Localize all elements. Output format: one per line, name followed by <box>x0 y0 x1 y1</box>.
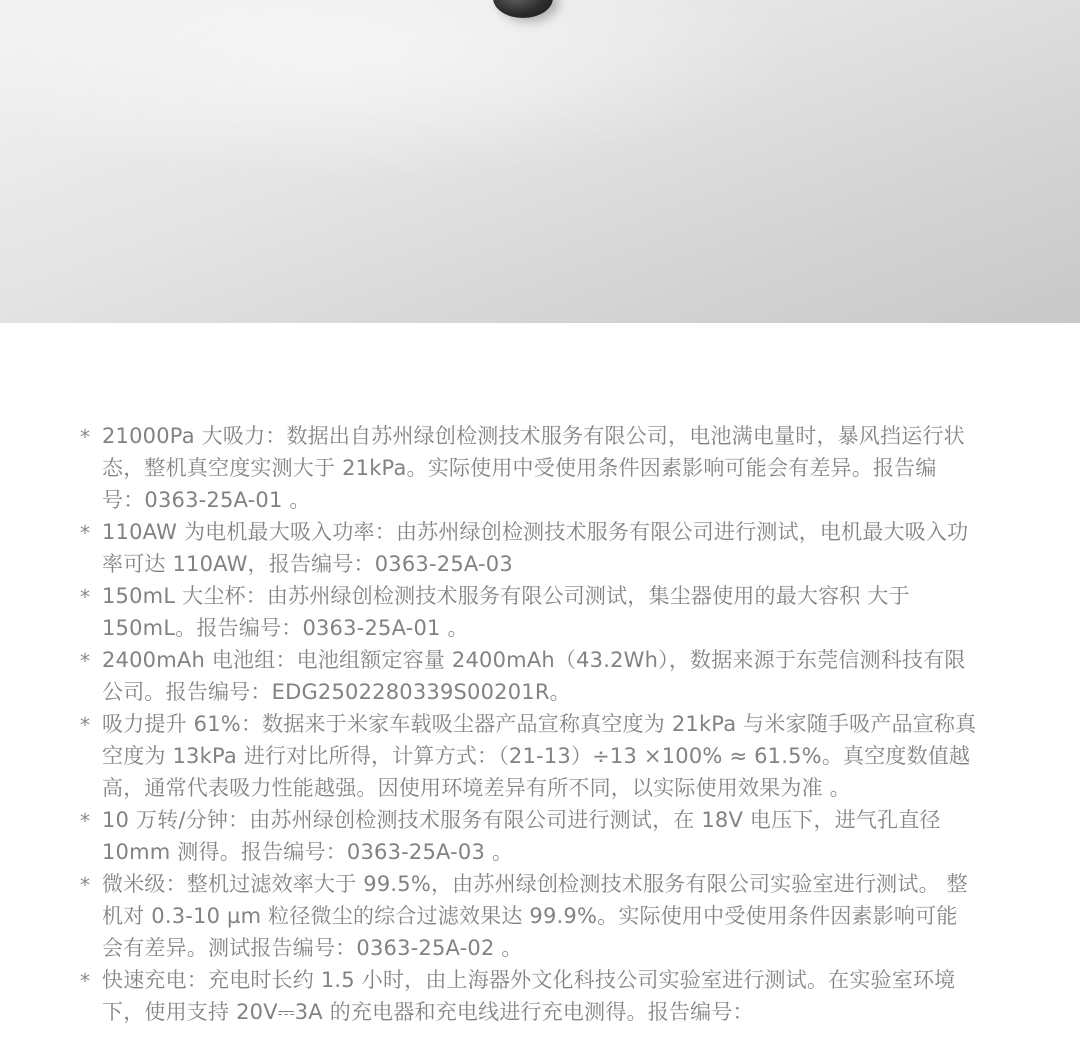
hero-highlight <box>0 0 800 180</box>
bullet-asterisk-icon: * <box>80 425 91 449</box>
footnote-text: 21000Pa 大吸力：数据出自苏州绿创检测技术服务有限公司，电池满电量时，暴风挡运行状态，整机真空度实测大于 21kPa。实际使用中受使用条件因素影响可能会有差异。报告编号：0363-25A-01 。 <box>102 424 965 512</box>
product-hero-image <box>0 0 1080 323</box>
footnote-text: 吸力提升 61%：数据来于米家车载吸尘器产品宣称真空度为 21kPa 与米家随手吸产品宣称真空度为 13kPa 进行对比所得，计算方式：（21-13）÷13 ×100% ≈ 61.5%。真空度数值越高，通常代表吸力性能越强。因使用环境差异有所不同，以实际使用效果为准 。 <box>102 712 977 800</box>
bullet-asterisk-icon: * <box>80 809 91 833</box>
footnote-item <box>78 644 978 708</box>
bullet-asterisk-icon: * <box>80 873 91 897</box>
bullet-asterisk-icon: * <box>80 969 91 993</box>
footnote-text: 110AW 为电机最大吸入功率：由苏州绿创检测技术服务有限公司进行测试，电机最大吸入功率可达 110AW，报告编号：0363-25A-03 <box>102 520 969 576</box>
footnote-text: 150mL 大尘杯：由苏州绿创检测技术服务有限公司测试，集尘器使用的最大容积 大于 150mL。报告编号：0363-25A-01 。 <box>102 584 910 640</box>
bullet-asterisk-icon: * <box>80 713 91 737</box>
bullet-asterisk-icon: * <box>80 649 91 673</box>
footnote-item <box>78 964 978 1028</box>
bullet-asterisk-icon: * <box>80 521 91 545</box>
bullet-asterisk-icon: * <box>80 585 91 609</box>
footnote-text: 快速充电：充电时长约 1.5 小时，由上海器外文化科技公司实验室进行测试。在实验室环境下，使用支持 20V⎓3A 的充电器和充电线进行充电测得。报告编号： <box>102 968 956 1024</box>
footnote-text: 10 万转/分钟：由苏州绿创检测技术服务有限公司进行测试，在 18V 电压下，进气孔直径 10mm 测得。报告编号：0363-25A-03 。 <box>102 808 941 864</box>
footnote-list <box>78 420 978 1028</box>
footnote-item <box>78 580 978 644</box>
footnote-item <box>78 868 978 964</box>
footnote-item <box>78 420 978 516</box>
footnote-item <box>78 804 978 868</box>
footnote-text: 2400mAh 电池组：电池组额定容量 2400mAh（43.2Wh），数据来源于东莞信测科技有限公司。报告编号：EDG2502280339S00201R。 <box>102 648 966 704</box>
footnote-text: 微米级：整机过滤效率大于 99.5%，由苏州绿创检测技术服务有限公司实验室进行测试。 整机对 0.3-10 µm 粒径微尘的综合过滤效果达 99.9%。实际使用中受使用条件因素影响可能会有差异。测试报告编号：0363-25A-02 。 <box>102 872 968 960</box>
footnote-item <box>78 708 978 804</box>
footnote-item <box>78 516 978 580</box>
